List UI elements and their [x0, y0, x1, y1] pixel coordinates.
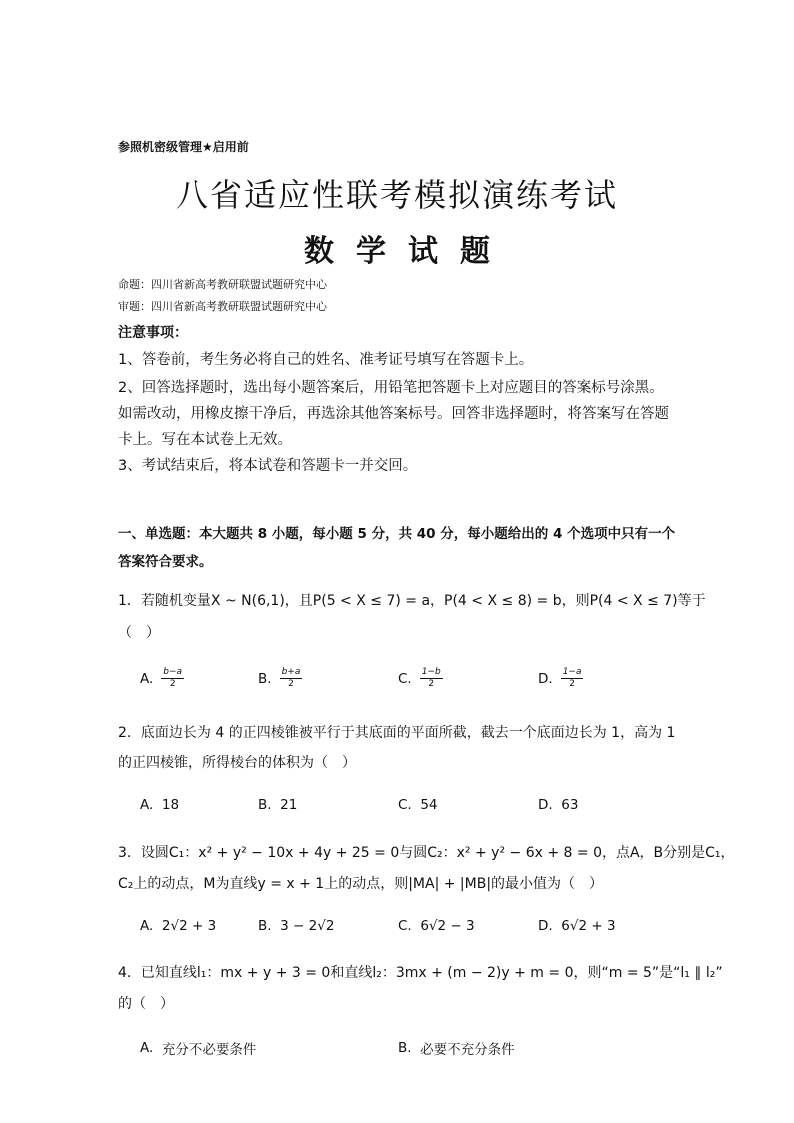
option-label: A.: [140, 797, 154, 813]
question-2-line-1: 2．底面边长为 4 的正四棱锥被平行于其底面的平面所截，截去一个底面边长为 1，高为 1: [118, 725, 676, 741]
option-text: 54: [420, 797, 438, 813]
option-text: 3 − 2√2: [280, 918, 335, 934]
option-label: B.: [258, 670, 272, 687]
question-2-option-b[interactable]: [258, 797, 297, 813]
option-label: A.: [140, 1040, 154, 1056]
option-label: B.: [258, 918, 272, 934]
question-4-line-1: 4．已知直线l₁：mx + y + 3 = 0和直线l₂：3mx + (m − 2)y + m = 0，则“m = 5”是“l₁ ∥ l₂”: [118, 965, 723, 981]
notice-heading: 注意事项：: [118, 325, 188, 341]
notice-item-2-line-3: 卡上。写在本试卷上无效。: [118, 432, 292, 448]
notice-item-2-line-1: 2、回答选择题时，选出每小题答案后，用铅笔把答题卡上对应题目的答案标号涂黑。: [118, 380, 664, 396]
fraction: [420, 668, 443, 689]
option-label: B.: [258, 797, 272, 813]
question-3-line-1: 3．设圆C₁：x² + y² − 10x + 4y + 25 = 0与圆C₂：x² + y² − 6x + 8 = 0，点A，B分别是C₁，: [118, 845, 735, 861]
denominator: 2: [169, 679, 176, 689]
subject-title: 数学试题: [304, 234, 512, 269]
question-3-option-b[interactable]: [258, 918, 334, 934]
question-4-option-a[interactable]: [140, 1038, 256, 1058]
question-4-line-2: 的（ ）: [118, 996, 174, 1012]
notice-item-3: 3、考试结束后，将本试卷和答题卡一并交回。: [118, 458, 418, 474]
question-1-option-b[interactable]: [258, 668, 302, 689]
fraction: [280, 668, 303, 689]
denominator: 2: [569, 679, 575, 689]
question-1-option-d[interactable]: [538, 668, 583, 689]
notice-item-2-line-2: 如需改动，用橡皮擦干净后，再选涂其他答案标号。回答非选择题时，将答案写在答题: [118, 406, 669, 422]
option-text: 18: [161, 797, 180, 813]
denominator: 2: [288, 679, 294, 689]
question-2-option-c[interactable]: [398, 797, 438, 813]
option-text: 充分不必要条件: [161, 1042, 257, 1058]
option-label: A.: [140, 918, 154, 934]
numerator: 1−a: [562, 667, 582, 677]
question-3-line-2: C₂上的动点，M为直线y = x + 1上的动点，则|MA| + |MB|的最小值为（ ）: [118, 876, 604, 892]
denominator: 2: [428, 679, 435, 689]
option-label: D.: [538, 797, 553, 813]
question-1-line-1: 1．若随机变量X ~ N(6,1)，且P(5 < X ≤ 7) = a，P(4 < X ≤ 8) = b，则P(4 < X ≤ 7)等于: [118, 593, 706, 609]
option-label: C.: [398, 670, 412, 687]
option-text: 2√2 + 3: [161, 918, 217, 934]
section-heading-line-1: 一、单选题：本大题共 8 小题，每小题 5 分，共 40 分，每小题给出的 4 个选项中只有一个: [118, 526, 676, 542]
confidentiality-label: 参照机密级管理★启用前: [118, 140, 249, 154]
option-text: 6√2 + 3: [561, 918, 616, 934]
proposer-line: 命题：四川省新高考教研联盟试题研究中心: [118, 278, 327, 291]
question-3-option-d[interactable]: [538, 918, 616, 934]
fraction: [561, 668, 584, 689]
option-label: C.: [398, 797, 412, 813]
question-1-option-a[interactable]: [140, 668, 184, 689]
question-1-line-2: （ ）: [118, 625, 160, 641]
numerator: b−a: [163, 667, 183, 677]
question-4-option-b[interactable]: [398, 1038, 515, 1058]
notice-item-1: 1、答卷前，考生务必将自己的姓名、准考证号填写在答题卡上。: [118, 352, 534, 368]
question-1-option-c[interactable]: [398, 668, 443, 689]
exam-title: 八省适应性联考模拟演练考试: [175, 176, 618, 214]
option-text: 21: [280, 797, 298, 813]
reviewer-line: 审题：四川省新高考教研联盟试题研究中心: [118, 300, 327, 313]
option-label: B.: [398, 1040, 412, 1056]
question-2-line-2: 的正四棱锥，所得棱台的体积为（ ）: [118, 755, 356, 771]
option-text: 必要不充分条件: [420, 1042, 515, 1058]
option-label: A.: [140, 670, 154, 687]
question-2-option-d[interactable]: [538, 797, 578, 813]
option-label: D.: [538, 670, 553, 687]
section-heading-line-2: 答案符合要求。: [118, 554, 213, 570]
numerator: 1−b: [421, 667, 441, 677]
option-label: D.: [538, 918, 553, 934]
option-text: 63: [561, 797, 579, 813]
numerator: b+a: [281, 667, 301, 677]
fraction: [161, 668, 184, 689]
option-text: 6√2 − 3: [420, 918, 475, 934]
question-2-option-a[interactable]: [140, 797, 179, 813]
option-label: C.: [398, 918, 412, 934]
question-3-option-c[interactable]: [398, 918, 475, 934]
question-3-option-a[interactable]: [140, 918, 216, 934]
